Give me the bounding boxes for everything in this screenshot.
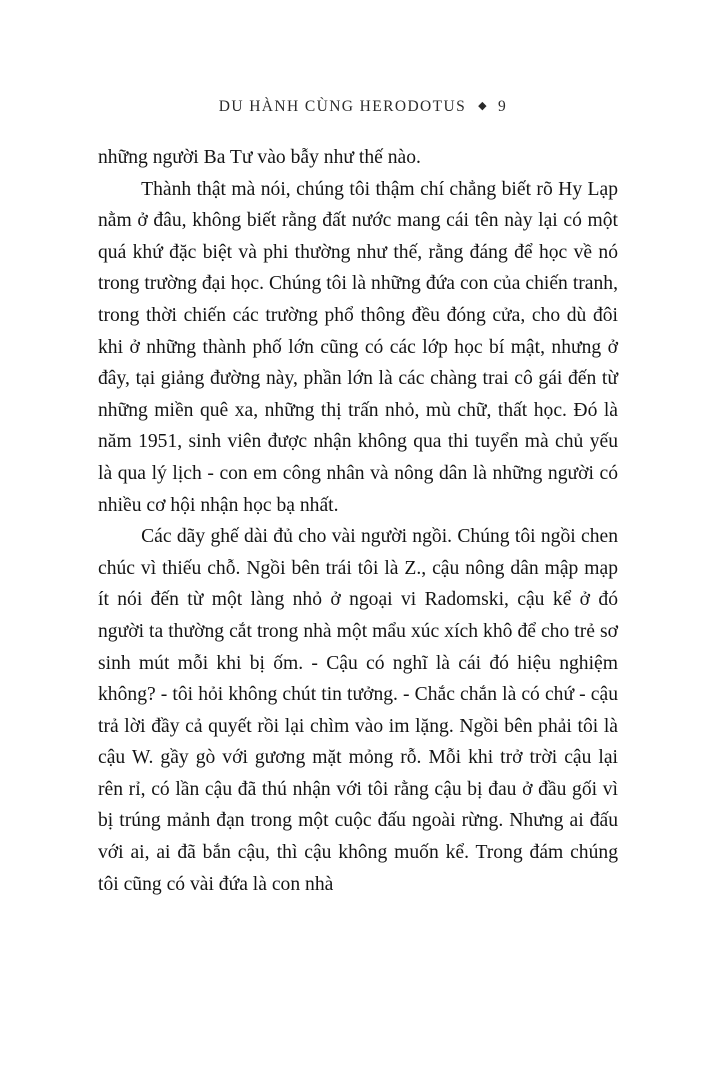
page-number: 9: [498, 98, 507, 115]
running-header-title: DU HÀNH CÙNG HERODOTUS: [218, 98, 467, 115]
running-header: [0, 98, 725, 116]
diamond-separator-icon: ◆: [478, 100, 488, 112]
paragraph-1: những người Ba Tư vào bẫy như thế nào.: [98, 147, 421, 168]
body-text: [98, 142, 618, 900]
paragraph-2: Thành thật mà nói, chúng tôi thậm chí chẳng biết rõ Hy Lạp nằm ở đâu, không biết rằng đất nước mang cái tên này lại có một quá khứ đặc biệt và phi thường như thế, rằng đáng để học về nó trong trường đại học. Chúng tôi là những đứa con của chiến tranh, trong thời chiến các trường phổ thông đều đóng cửa, cho dù đôi khi ở những thành phố lớn cũng có các lớp học bí mật, nhưng ở đây, tại giảng đường này, phần lớn là các chàng trai cô gái đến từ những miền quê xa, những thị trấn nhỏ, mù chữ, thất học. Đó là năm 1951, sinh viên được nhận không qua thi tuyển mà chủ yếu là qua lý lịch - con em công nhân và nông dân là những người có nhiều cơ hội nhận học bạ nhất.: [98, 178, 618, 516]
paragraph-3: Các dãy ghế dài đủ cho vài người ngồi. Chúng tôi ngồi chen chúc vì thiếu chỗ. Ngồi bên trái tôi là Z., cậu nông dân mập mạp ít nói đến từ một làng nhỏ ở ngoại vi Radomski, cậu kể ở đó người ta thường cắt trong nhà một mẩu xúc xích khô để cho trẻ sơ sinh mút mỗi khi bị ốm. - Cậu có nghĩ là cái đó hiệu nghiệm không? - tôi hỏi không chút tin tưởng. - Chắc chắn là có chứ - cậu trả lời đầy cả quyết rồi lại chìm vào im lặng. Ngồi bên phải tôi là cậu W. gầy gò với gương mặt mỏng rỗ. Mỗi khi trở trời cậu lại rên rỉ, có lần cậu đã thú nhận với tôi rằng cậu bị đau ở đầu gối vì bị trúng mảnh đạn trong một cuộc đấu ngoài rừng. Nhưng ai đấu với ai, ai đã bắn cậu, thì cậu không muốn kể. Trong đám chúng tôi cũng có vài đứa là con nhà: [98, 526, 618, 895]
